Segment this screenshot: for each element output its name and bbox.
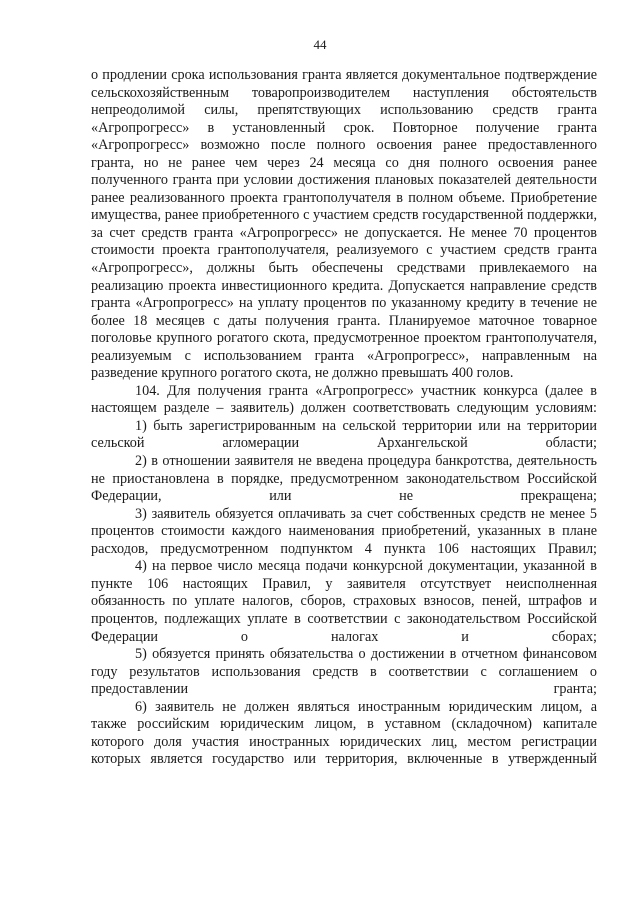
- list-item-condition-5: 5) обязуется принять обязательства о достижении в отчетном финансовом году результатов использования средств в соответствии с соглашением о предоставлении гранта;: [91, 646, 597, 698]
- paragraph-item-104: 104. Для получения гранта «Агропрогресс» участник конкурса (далее в настоящем разделе – заявитель) должен соответствовать следующим условиям:: [91, 382, 597, 417]
- list-item-condition-3: 3) заявитель обязуется оплачивать за счет собственных средств не менее 5 процентов стоимости каждого наименования приобретений, указанных в плане расходов, предусмотренном подпунктом 4 пункта 106 настоящих Правил;: [91, 505, 597, 557]
- document-body: [91, 67, 597, 769]
- paragraph-grant-continuation: о продлении срока использования гранта является документальное подтверждение сельскохозяйственным товаропроизводителем наступления обстоятельств непреодолимой силы, препятствующих использованию средств гранта «Агропрогресс» в установленный срок. Повторное получение гранта «Агропрогресс» возможно после полного освоения ранее предоставленного гранта, но не ранее чем через 24 месяца со дня полного освоения ранее полученного гранта при условии достижения плановых показателей деятельности ранее реализованного проекта грантополучателя в полном объеме. Приобретение имущества, ранее приобретенного с участием средств государственной поддержки, за счет средств гранта «Агропрогресс» не допускается. Не менее 70 процентов стоимости проекта грантополучателя, реализуемого с участием средств гранта «Агропрогресс», должны быть обеспечены средствами привлекаемого на реализацию проекта инвестиционного кредита. Допускается направление средств гранта «Агропрогресс» на уплату процентов по указанному кредиту в течение не более 18 месяцев с даты получения гранта. Планируемое маточное товарное поголовье крупного рогатого скота, предусмотренное проектом грантополучателя, реализуемым с использованием гранта «Агропрогресс», направленным на разведение крупного рогатого скота, не должно превышать 400 голов.: [91, 67, 597, 382]
- list-item-condition-1: 1) быть зарегистрированным на сельской территории или на территории сельской агломерации Архангельской области;: [91, 417, 597, 452]
- page-number: 44: [313, 37, 327, 52]
- list-item-condition-2: 2) в отношении заявителя не введена процедура банкротства, деятельность не приостановлена в порядке, предусмотренном законодательством Российской Федерации, или не прекращена;: [91, 453, 597, 505]
- list-item-condition-6: 6) заявитель не должен являться иностранным юридическим лицом, а также российским юридическим лицом, в уставном (складочном) капитале которого доля участия иностранных юридических лиц, местом регистрации которых является государство или территория, включенные в утвержденный: [91, 698, 597, 768]
- list-item-condition-4: 4) на первое число месяца подачи конкурсной документации, указанной в пункте 106 настоящих Правил, у заявителя отсутствует неисполненная обязанность по уплате налогов, сборов, страховых взносов, пеней, штрафов и процентов, подлежащих уплате в соответствии с законодательством Российской Федерации о налогах и сборах;: [91, 558, 597, 645]
